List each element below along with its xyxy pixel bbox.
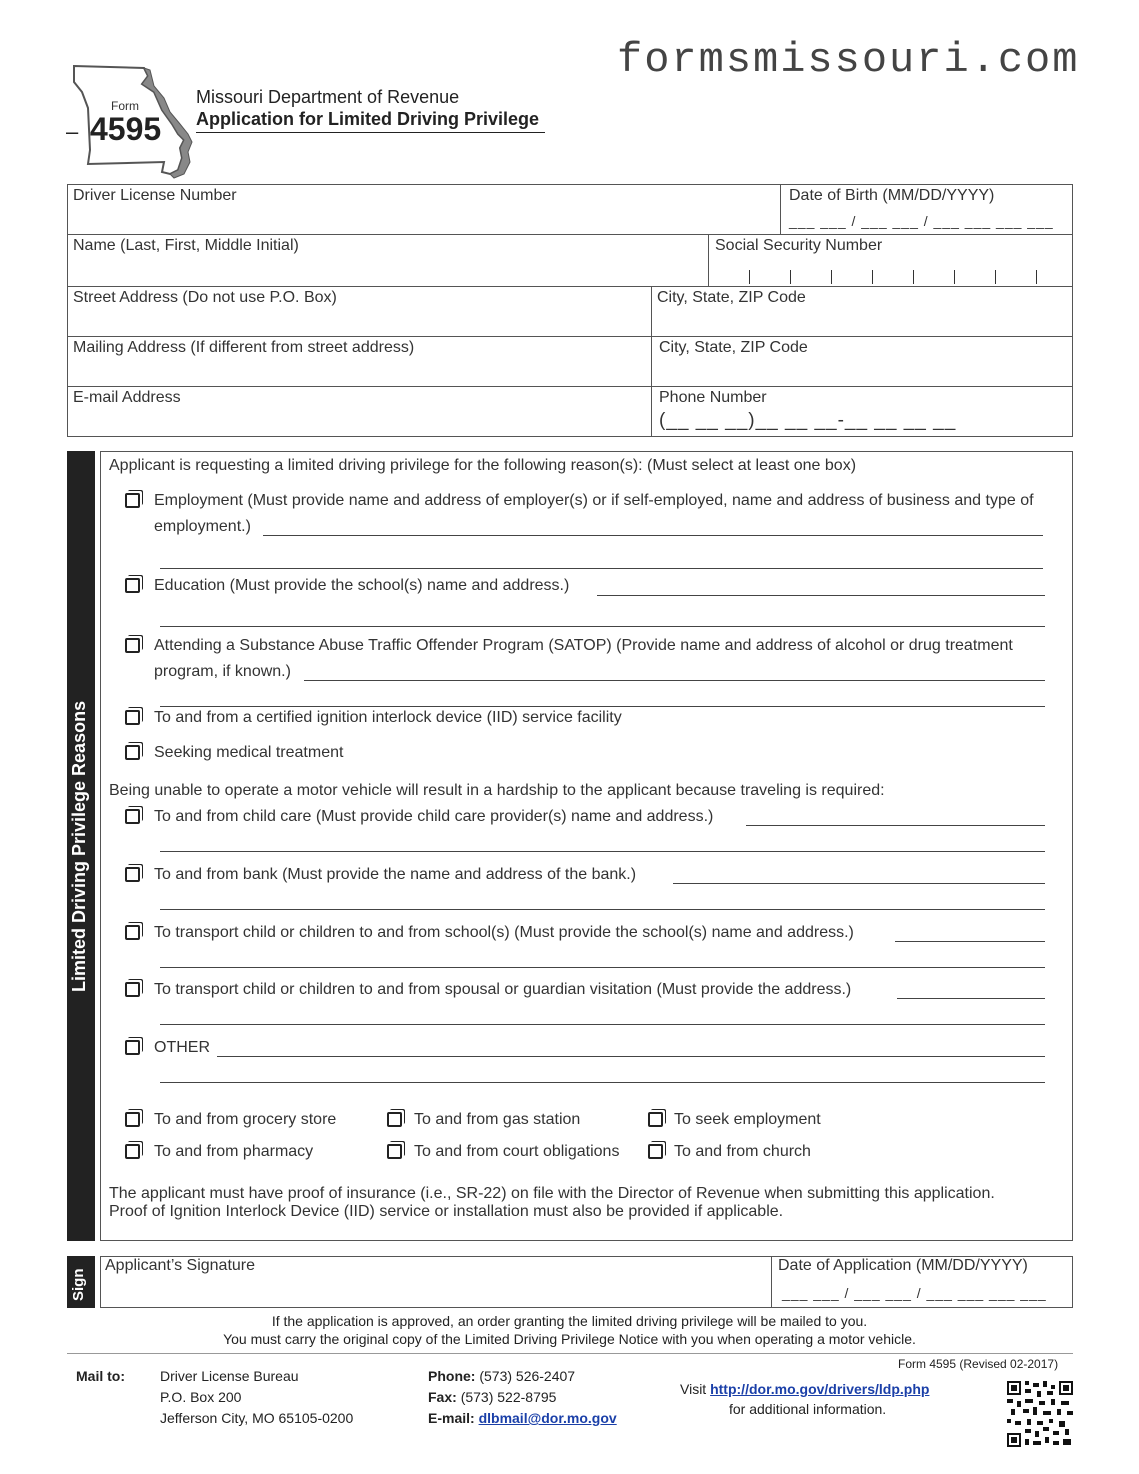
other-label: OTHER (154, 1039, 210, 1056)
employment-label-2: employment.) (154, 518, 251, 535)
bank-checkbox[interactable] (125, 867, 140, 882)
driver-license-label: Driver License Number (73, 187, 237, 204)
medical-checkbox[interactable] (125, 745, 140, 760)
school-checkbox[interactable] (125, 925, 140, 940)
other-line-2[interactable] (160, 1082, 1045, 1083)
child-care-line-2[interactable] (160, 851, 1045, 852)
department-name: Missouri Department of Revenue (196, 87, 460, 107)
mail-to-label: Mail to: (76, 1368, 125, 1384)
church-label: To and from church (674, 1143, 811, 1160)
other-checkbox[interactable] (125, 1040, 140, 1055)
mail-address-line-2: P.O. Box 200 (160, 1389, 242, 1405)
employment-line[interactable] (263, 535, 1043, 536)
additional-info: for additional information. (729, 1401, 887, 1417)
form-revision: Form 4595 (Revised 02-2017) (898, 1357, 1059, 1371)
visit-line: Visit http://dor.mo.gov/drivers/ldp.php (680, 1381, 930, 1397)
carry-notice: You must carry the original copy of the Limited Driving Privilege Notice with you when operating a motor vehicle. (223, 1331, 916, 1347)
child-care-line[interactable] (746, 825, 1045, 826)
info-url-link[interactable]: http://dor.mo.gov/drivers/ldp.php (710, 1381, 930, 1397)
satop-label: Attending a Substance Abuse Traffic Offender Program (SATOP) (Provide name and address of alcohol or drug treatment (154, 637, 1013, 654)
grocery-checkbox[interactable] (125, 1112, 140, 1127)
fax-contact: Fax: (573) 522-8795 (428, 1389, 557, 1405)
education-label: Education (Must provide the school(s) name and address.) (154, 577, 570, 594)
form-number: 4595 (90, 111, 162, 147)
employment-label: Employment (Must provide name and address of employer(s) or if self-employed, name and address of business and type of (154, 492, 1034, 509)
school-label: To transport child or children to and from school(s) (Must provide the school(s) name and address.) (154, 924, 854, 941)
child-care-label: To and from child care (Must provide child care provider(s) name and address.) (154, 808, 714, 825)
reasons-intro: Applicant is requesting a limited driving privilege for the following reason(s): (Must select at least one box) (109, 457, 857, 474)
visitation-checkbox[interactable] (125, 982, 140, 997)
iid-label: To and from a certified ignition interlock device (IID) service facility (154, 709, 622, 726)
mail-address-line-1: Driver License Bureau (160, 1368, 299, 1384)
street-address-field[interactable] (75, 310, 645, 334)
school-line[interactable] (895, 941, 1045, 942)
site-watermark: formsmissouri.com (617, 36, 1080, 84)
phone-label: Phone Number (659, 389, 767, 406)
name-field[interactable] (75, 258, 700, 284)
pharmacy-label: To and from pharmacy (154, 1143, 314, 1160)
bank-line[interactable] (673, 883, 1045, 884)
signature-label: Applicant’s Signature (105, 1257, 256, 1274)
iid-proof-note: Proof of Ignition Interlock Device (IID) service or installation must also be provided if applicable. (109, 1203, 784, 1220)
dob-label: Date of Birth (MM/DD/YYYY) (789, 187, 995, 204)
grocery-label: To and from grocery store (154, 1111, 337, 1128)
other-line[interactable] (217, 1056, 1045, 1057)
court-checkbox[interactable] (387, 1144, 402, 1159)
iid-checkbox[interactable] (125, 710, 140, 725)
approval-notice: If the application is approved, an order granting the limited driving privilege will be mailed to you. (271, 1313, 868, 1329)
visitation-label: To transport child or children to and from spousal or guardian visitation (Must provide the address.) (154, 981, 852, 998)
ssn-label: Social Security Number (715, 237, 883, 254)
email-contact: E-mail: dlbmail@dor.mo.gov (428, 1410, 617, 1426)
qr-code-icon[interactable] (1007, 1381, 1073, 1447)
form-dash: – (66, 119, 79, 144)
phone-contact: Phone: (573) 526-2407 (428, 1368, 576, 1384)
dob-field[interactable]: ___ ___ / ___ ___ / ___ ___ ___ ___ (789, 213, 1054, 229)
application-date-label: Date of Application (MM/DD/YYYY) (778, 1257, 1028, 1274)
visitation-line[interactable] (897, 998, 1045, 999)
church-checkbox[interactable] (648, 1144, 663, 1159)
phone-field[interactable]: (__ __ __)__ __ __-__ __ __ __ (659, 410, 957, 431)
mail-address-line-3: Jefferson City, MO 65105-0200 (160, 1410, 354, 1426)
reasons-sidebar-title: Limited Driving Privilege Reasons (69, 700, 89, 992)
school-line-2[interactable] (160, 967, 1045, 968)
employment-line-2[interactable] (160, 568, 1043, 569)
bank-line-2[interactable] (160, 909, 1045, 910)
mailing-address-label: Mailing Address (If different from street address) (73, 339, 415, 356)
education-checkbox[interactable] (125, 578, 140, 593)
email-link[interactable]: dlbmail@dor.mo.gov (478, 1410, 617, 1426)
mailing-city-field[interactable] (659, 360, 1069, 384)
child-care-checkbox[interactable] (125, 809, 140, 824)
pharmacy-checkbox[interactable] (125, 1144, 140, 1159)
satop-line[interactable] (304, 680, 1045, 681)
satop-label-2: program, if known.) (154, 663, 291, 680)
mailing-city-label: City, State, ZIP Code (659, 339, 808, 356)
employment-checkbox[interactable] (125, 493, 140, 508)
seek-employment-label: To seek employment (674, 1111, 821, 1128)
city-state-zip-field[interactable] (657, 310, 1067, 334)
education-line[interactable] (597, 595, 1045, 596)
medical-label: Seeking medical treatment (154, 744, 344, 761)
form-title: Application for Limited Driving Privilege (196, 109, 545, 133)
name-label: Name (Last, First, Middle Initial) (73, 237, 299, 254)
satop-line-2[interactable] (160, 706, 1045, 707)
gas-label: To and from gas station (414, 1111, 581, 1128)
seek-employment-checkbox[interactable] (648, 1112, 663, 1127)
street-address-label: Street Address (Do not use P.O. Box) (73, 289, 337, 306)
application-date-field[interactable]: ___ ___ / ___ ___ / ___ ___ ___ ___ (782, 1285, 1047, 1301)
education-line-2[interactable] (160, 626, 1045, 627)
visitation-line-2[interactable] (160, 1024, 1045, 1025)
email-label: E-mail Address (73, 389, 181, 406)
gas-checkbox[interactable] (387, 1112, 402, 1127)
driver-license-field[interactable] (75, 208, 775, 232)
bank-label: To and from bank (Must provide the name and address of the bank.) (154, 866, 637, 883)
ssn-field[interactable] (709, 270, 1037, 289)
court-label: To and from court obligations (414, 1143, 620, 1160)
email-field[interactable] (75, 410, 645, 434)
signature-field[interactable] (105, 1280, 765, 1306)
mailing-address-field[interactable] (75, 360, 645, 384)
satop-checkbox[interactable] (125, 638, 140, 653)
form-label: Form (111, 99, 139, 113)
sign-sidebar-title: Sign (70, 1268, 87, 1301)
city-state-zip-label: City, State, ZIP Code (657, 289, 806, 306)
hardship-intro: Being unable to operate a motor vehicle will result in a hardship to the applicant because traveling is required: (109, 782, 885, 799)
insurance-note: The applicant must have proof of insurance (i.e., SR-22) on file with the Director of Revenue when submitting this application. (109, 1185, 995, 1202)
